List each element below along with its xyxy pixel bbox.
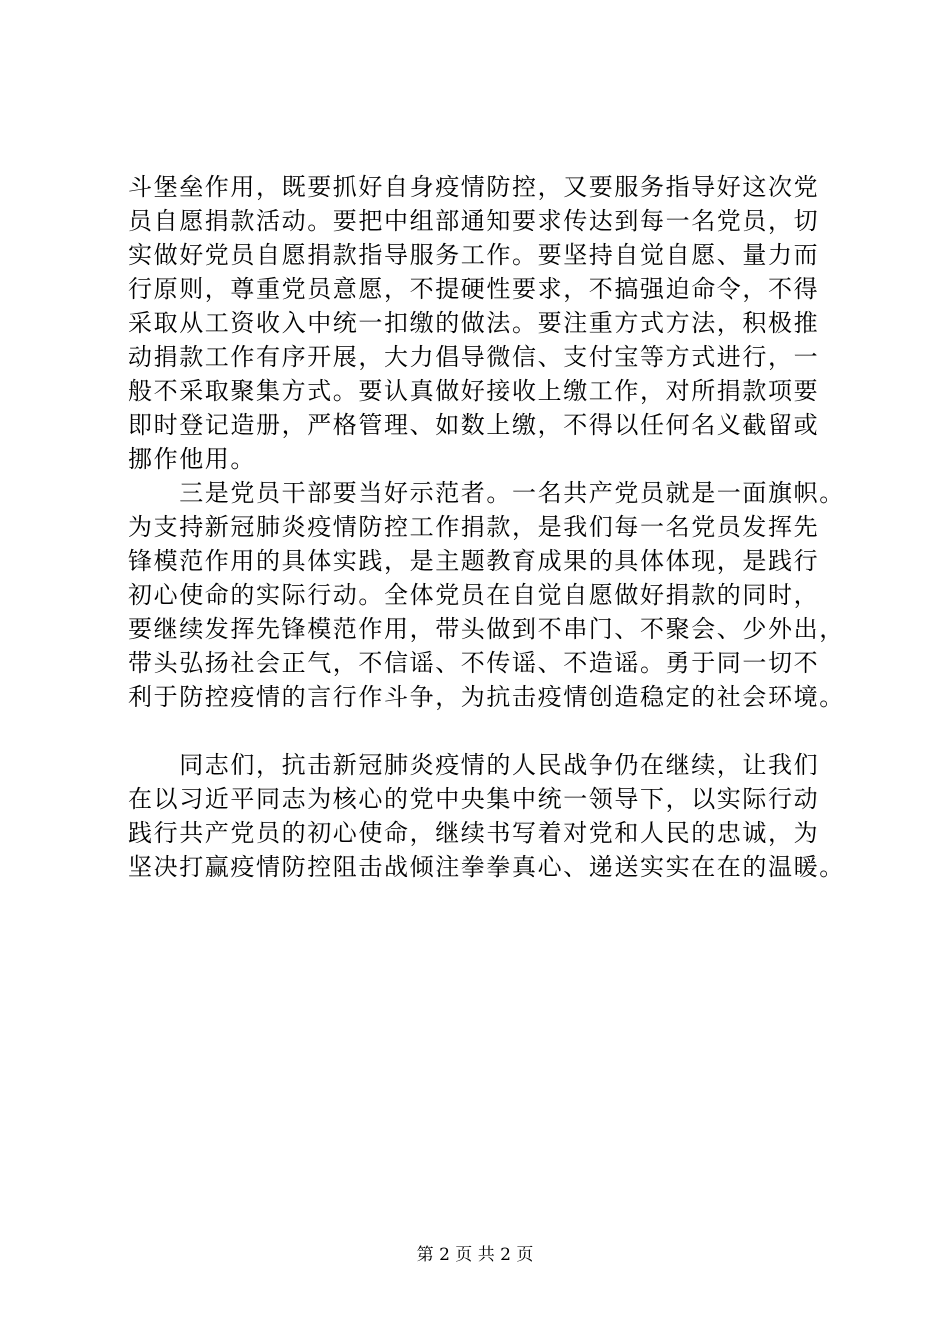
text-line: 坚决打赢疫情防控阻击战倾注拳拳真心、递送实实在在的温暖。 bbox=[128, 853, 845, 881]
text-line: 为支持新冠肺炎疫情防控工作捐款，是我们每一名党员发挥先 bbox=[128, 513, 820, 541]
text-line: 三是党员干部要当好示范者。一名共产党员就是一面旗帜。 bbox=[128, 479, 845, 507]
text-line: 采取从工资收入中统一扣缴的做法。要注重方式方法，积极推 bbox=[128, 309, 820, 337]
text-line: 斗堡垒作用，既要抓好自身疫情防控，又要服务指导好这次党 bbox=[128, 173, 820, 201]
page-number: 第 2 页 共 2 页 bbox=[416, 1245, 534, 1265]
text-line: 同志们，抗击新冠肺炎疫情的人民战争仍在继续，让我们 bbox=[128, 751, 820, 779]
blank-line bbox=[128, 714, 828, 748]
text-line: 锋模范作用的具体实践，是主题教育成果的具体体现，是践行 bbox=[128, 547, 820, 575]
text-line: 动捐款工作有序开展，大力倡导微信、支付宝等方式进行，一 bbox=[128, 343, 820, 371]
text-line: 践行共产党员的初心使命，继续书写着对党和人民的忠诚，为 bbox=[128, 819, 820, 847]
page-footer bbox=[0, 1244, 950, 1266]
text-line: 利于防控疫情的言行作斗争，为抗击疫情创造稳定的社会环境。 bbox=[128, 683, 845, 711]
text-line: 行原则，尊重党员意愿，不提硬性要求，不搞强迫命令，不得 bbox=[128, 275, 820, 303]
text-line: 般不采取聚集方式。要认真做好接收上缴工作，对所捐款项要 bbox=[128, 377, 820, 405]
text-line: 员自愿捐款活动。要把中组部通知要求传达到每一名党员，切 bbox=[128, 207, 820, 235]
text-line: 初心使命的实际行动。全体党员在自觉自愿做好捐款的同时， bbox=[128, 581, 820, 609]
text-line: 即时登记造册，严格管理、如数上缴，不得以任何名义截留或 bbox=[128, 411, 820, 439]
text-line: 挪作他用。 bbox=[128, 445, 256, 473]
text-line: 在以习近平同志为核心的党中央集中统一领导下，以实际行动 bbox=[128, 785, 820, 813]
text-line: 实做好党员自愿捐款指导服务工作。要坚持自觉自愿、量力而 bbox=[128, 241, 820, 269]
document-body bbox=[128, 170, 845, 884]
text-line: 要继续发挥先锋模范作用，带头做到不串门、不聚会、少外出， bbox=[128, 615, 845, 643]
text-line: 带头弘扬社会正气，不信谣、不传谣、不造谣。勇于同一切不 bbox=[128, 649, 820, 677]
